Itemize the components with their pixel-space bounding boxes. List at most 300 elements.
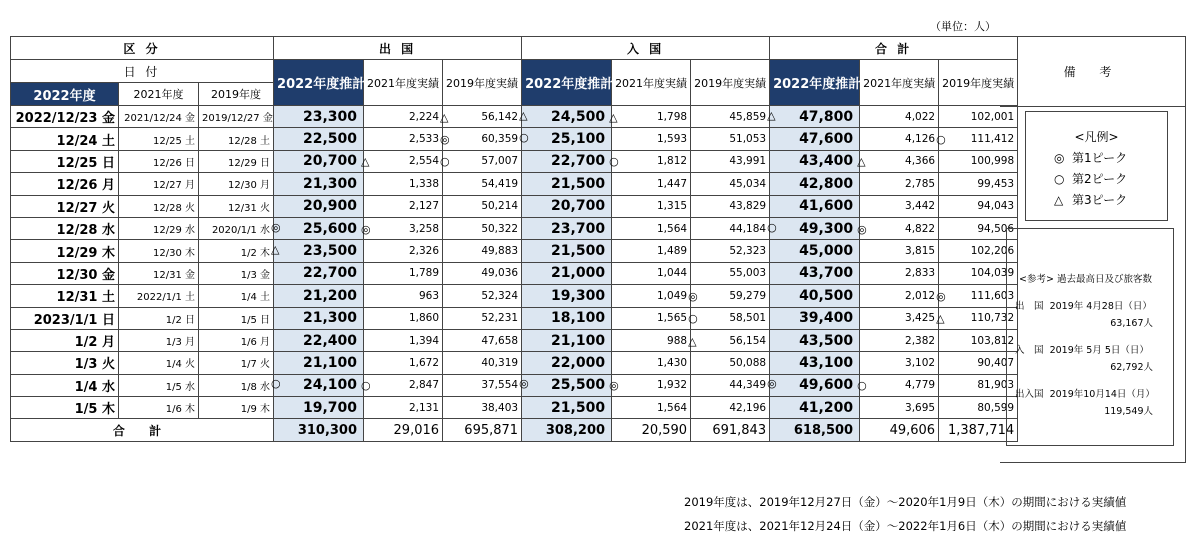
date-2022: 12/28 水 bbox=[11, 217, 119, 239]
peak-mark-icon: ○ bbox=[936, 133, 946, 147]
cell-value: 1,338 bbox=[408, 177, 440, 190]
date-2022: 12/27 火 bbox=[11, 195, 119, 217]
total-in-2019: 691,843 bbox=[691, 419, 770, 442]
peak-mark-icon: ◎ bbox=[857, 222, 867, 236]
inbound-2022 bbox=[519, 106, 612, 128]
peak-mark-icon: ◎ bbox=[936, 289, 946, 303]
cell-value: 43,829 bbox=[729, 200, 767, 213]
reference-label: 入 国 bbox=[1015, 345, 1044, 356]
total-all-2021: 49,606 bbox=[860, 419, 939, 442]
date-2022: 12/26 月 bbox=[11, 173, 119, 195]
outbound-2021 bbox=[364, 397, 443, 419]
inbound-2022 bbox=[522, 307, 612, 329]
cell-value: 1,565 bbox=[657, 312, 688, 325]
date-2022: 12/24 土 bbox=[11, 128, 119, 150]
cell-value: 49,300 bbox=[799, 220, 854, 237]
inbound-2019 bbox=[691, 217, 770, 239]
cell-value: 21,100 bbox=[303, 354, 358, 371]
outbound-2022 bbox=[274, 329, 364, 351]
cell-value: 2,554 bbox=[408, 155, 440, 168]
cell-value: 4,822 bbox=[905, 222, 936, 235]
cell-value: 56,142 bbox=[481, 110, 519, 123]
total-act-2021-header: 2021年度実績 bbox=[860, 60, 939, 106]
date-2021: 12/25 土 bbox=[119, 128, 199, 150]
cell-value: 3,442 bbox=[905, 200, 936, 213]
date-2019: 1/9 木 bbox=[199, 397, 274, 419]
reference-date: 2019年 4月28日（日） bbox=[1049, 301, 1152, 312]
date-2022: 12/31 土 bbox=[11, 285, 119, 307]
cell-value: 44,184 bbox=[729, 222, 767, 235]
cell-value: 21,300 bbox=[303, 175, 358, 192]
cell-value: 94,043 bbox=[977, 200, 1015, 213]
date-2019: 2020/1/1 水 bbox=[199, 217, 274, 239]
cell-value: 43,400 bbox=[799, 153, 854, 170]
cell-value: 100,998 bbox=[970, 155, 1015, 168]
outbound-2022 bbox=[274, 285, 364, 307]
cell-value: 41,200 bbox=[799, 399, 854, 416]
inbound-2021 bbox=[612, 217, 691, 239]
peak-mark-icon: ○ bbox=[857, 379, 867, 393]
cell-value: 25,600 bbox=[303, 220, 358, 237]
total-2022 bbox=[770, 397, 860, 419]
inbound-2021 bbox=[612, 397, 691, 419]
cell-value: 20,900 bbox=[303, 198, 358, 215]
inbound-2019 bbox=[691, 352, 770, 374]
cell-value: 45,000 bbox=[799, 243, 854, 260]
cell-value: 21,300 bbox=[303, 310, 358, 327]
total-2022 bbox=[770, 173, 860, 195]
total-2022 bbox=[770, 285, 860, 307]
peak-mark-icon: ◎ bbox=[609, 379, 619, 393]
outbound-2019 bbox=[443, 285, 522, 307]
cell-value: 3,258 bbox=[408, 222, 440, 235]
table-row bbox=[11, 329, 1018, 351]
reference-count: 119,549人 bbox=[1104, 406, 1153, 417]
cell-value: 59,279 bbox=[729, 289, 767, 302]
outbound-2019 bbox=[443, 352, 522, 374]
inbound-2021 bbox=[612, 240, 691, 262]
table-row bbox=[11, 307, 1018, 329]
total-2021 bbox=[860, 262, 939, 284]
total-2021 bbox=[860, 352, 939, 374]
outbound-2021 bbox=[364, 307, 443, 329]
inbound-2022 bbox=[522, 173, 612, 195]
inbound-2021 bbox=[612, 285, 691, 307]
total-2022 bbox=[770, 352, 860, 374]
reference-entry-2 bbox=[1015, 342, 1173, 356]
inbound-2019 bbox=[688, 307, 770, 329]
inbound-2022 bbox=[522, 240, 612, 262]
outbound-2021 bbox=[361, 374, 443, 396]
outbound-2022 bbox=[274, 195, 364, 217]
cell-value: 3,425 bbox=[905, 312, 936, 325]
date-2019: 2019/12/27 金 bbox=[199, 106, 274, 128]
peak-mark-icon: ◎ bbox=[519, 377, 529, 391]
cell-value: 55,003 bbox=[729, 267, 767, 280]
inbound-2019 bbox=[691, 173, 770, 195]
inbound-2019 bbox=[691, 128, 770, 150]
cell-value: 21,500 bbox=[551, 399, 606, 416]
outbound-2019 bbox=[443, 262, 522, 284]
table-row bbox=[11, 128, 1018, 150]
table-row bbox=[11, 173, 1018, 195]
cell-value: 1,564 bbox=[657, 401, 688, 414]
outbound-2022 bbox=[274, 150, 364, 172]
cell-value: 1,593 bbox=[657, 133, 688, 146]
cell-value: 102,206 bbox=[970, 245, 1015, 258]
table-row bbox=[11, 397, 1018, 419]
cell-value: 103,812 bbox=[970, 334, 1015, 347]
peak-mark-icon: △ bbox=[609, 110, 618, 124]
reference-date: 2019年 5月 5日（日） bbox=[1049, 345, 1149, 356]
date-2021: 1/5 水 bbox=[119, 374, 199, 396]
legend-item-2 bbox=[1054, 170, 1167, 187]
table-row bbox=[11, 106, 1018, 128]
date-2022: 1/3 火 bbox=[11, 352, 119, 374]
total-2021 bbox=[860, 307, 939, 329]
total-2021 bbox=[860, 397, 939, 419]
cell-value: 94,506 bbox=[977, 222, 1015, 235]
date-2019: 1/6 月 bbox=[199, 329, 274, 351]
cell-value: 49,036 bbox=[481, 267, 519, 280]
table-row bbox=[11, 374, 1018, 396]
cell-value: 43,991 bbox=[729, 155, 767, 168]
inbound-2019 bbox=[688, 329, 770, 351]
date-2021: 12/29 水 bbox=[119, 217, 199, 239]
inbound-2022 bbox=[522, 262, 612, 284]
inbound-2022 bbox=[522, 329, 612, 351]
reference-count: 62,792人 bbox=[1110, 362, 1153, 373]
cell-value: 40,319 bbox=[481, 356, 519, 369]
date-2022: 1/5 木 bbox=[11, 397, 119, 419]
total-2022 bbox=[767, 106, 860, 128]
outbound-2019 bbox=[443, 397, 522, 419]
circle-icon: ○ bbox=[1054, 172, 1065, 186]
remarks-header: 備 考 bbox=[1063, 65, 1122, 79]
date-2022: 12/29 木 bbox=[11, 240, 119, 262]
total-2021 bbox=[860, 240, 939, 262]
inbound-2022 bbox=[519, 128, 612, 150]
cell-value: 21,000 bbox=[551, 265, 606, 282]
total-2022 bbox=[770, 150, 860, 172]
peak-mark-icon: ○ bbox=[688, 312, 698, 326]
cell-value: 2,847 bbox=[408, 379, 440, 392]
peak-mark-icon: ○ bbox=[609, 155, 619, 169]
cell-value: 4,126 bbox=[905, 133, 936, 146]
date-2021: 12/28 火 bbox=[119, 195, 199, 217]
inbound-2021 bbox=[612, 329, 691, 351]
total-act-2019-header: 2019年度実績 bbox=[939, 60, 1018, 106]
cell-value: 1,932 bbox=[657, 379, 688, 392]
peak-mark-icon: ○ bbox=[519, 131, 529, 145]
cell-value: 3,815 bbox=[905, 245, 936, 258]
legend-label-3: 第3ピーク bbox=[1072, 193, 1128, 207]
peak-mark-icon: ○ bbox=[440, 155, 450, 169]
cell-value: 963 bbox=[418, 289, 440, 302]
total-in-2022: 308,200 bbox=[522, 419, 612, 442]
outbound-2021 bbox=[361, 217, 443, 239]
date-2019: 1/3 金 bbox=[199, 262, 274, 284]
cell-value: 52,324 bbox=[481, 289, 519, 302]
outbound-2022 bbox=[274, 128, 364, 150]
cell-value: 4,779 bbox=[905, 379, 936, 392]
inbound-2022 bbox=[522, 217, 612, 239]
peak-mark-icon: ◎ bbox=[688, 289, 698, 303]
total-all-2019: 1,387,714 bbox=[939, 419, 1018, 442]
inbound-2021 bbox=[612, 307, 691, 329]
cell-value: 1,789 bbox=[408, 267, 440, 280]
date-2021: 2022/1/1 土 bbox=[119, 285, 199, 307]
cell-value: 25,500 bbox=[551, 377, 606, 394]
peak-mark-icon: ○ bbox=[271, 377, 281, 391]
date-2022: 2022/12/23 金 bbox=[11, 106, 119, 128]
outbound-act-2019-header: 2019年度実績 bbox=[443, 60, 522, 106]
cell-value: 111,603 bbox=[970, 289, 1015, 302]
cell-value: 52,231 bbox=[481, 312, 519, 325]
peak-mark-icon: ◎ bbox=[361, 222, 371, 236]
inbound-2019 bbox=[691, 374, 770, 396]
inbound-2019 bbox=[691, 262, 770, 284]
cell-value: 2,127 bbox=[408, 200, 440, 213]
date-2019: 12/29 日 bbox=[199, 150, 274, 172]
cell-value: 60,359 bbox=[481, 133, 519, 146]
cell-value: 1,394 bbox=[408, 334, 440, 347]
peak-mark-icon: ○ bbox=[361, 379, 371, 393]
date-2019: 1/5 日 bbox=[199, 307, 274, 329]
remarks-header-cell bbox=[1000, 36, 1186, 107]
outbound-2019 bbox=[443, 329, 522, 351]
cell-value: 81,903 bbox=[977, 379, 1015, 392]
reference-label: 出入国 bbox=[1015, 389, 1044, 400]
outbound-2021 bbox=[364, 106, 443, 128]
date-2021: 2021/12/24 金 bbox=[119, 106, 199, 128]
cell-value: 988 bbox=[667, 334, 688, 347]
inbound-est-2022-header: 2022年度推計 bbox=[522, 60, 612, 106]
outbound-2019 bbox=[440, 106, 522, 128]
inbound-2019 bbox=[691, 195, 770, 217]
outbound-2019 bbox=[443, 217, 522, 239]
cell-value: 47,658 bbox=[481, 334, 519, 347]
inbound-act-2021-header: 2021年度実績 bbox=[612, 60, 691, 106]
cell-value: 90,407 bbox=[977, 356, 1015, 369]
cell-value: 1,672 bbox=[408, 356, 440, 369]
cell-value: 43,100 bbox=[799, 354, 854, 371]
cell-value: 102,001 bbox=[970, 110, 1015, 123]
cell-value: 50,214 bbox=[481, 200, 519, 213]
total-2022 bbox=[770, 307, 860, 329]
outbound-2019 bbox=[443, 374, 522, 396]
total-in-2021: 20,590 bbox=[612, 419, 691, 442]
cell-value: 23,500 bbox=[303, 243, 358, 260]
cell-value: 2,131 bbox=[408, 401, 440, 414]
cell-value: 18,100 bbox=[551, 310, 606, 327]
total-2021 bbox=[860, 285, 939, 307]
cell-value: 43,700 bbox=[799, 265, 854, 282]
outbound-2019 bbox=[443, 173, 522, 195]
outbound-2019 bbox=[443, 240, 522, 262]
total-2021 bbox=[860, 329, 939, 351]
inbound-2021 bbox=[612, 173, 691, 195]
total-2021 bbox=[860, 128, 939, 150]
outbound-2022 bbox=[274, 173, 364, 195]
peak-mark-icon: △ bbox=[271, 243, 280, 257]
cell-value: 49,600 bbox=[799, 377, 854, 394]
cell-value: 20,700 bbox=[303, 153, 358, 170]
inbound-2019 bbox=[691, 106, 770, 128]
cell-value: 111,412 bbox=[970, 133, 1015, 146]
date-2019: 12/30 月 bbox=[199, 173, 274, 195]
date-2022: 12/25 日 bbox=[11, 150, 119, 172]
outbound-est-2022-header: 2022年度推計 bbox=[274, 60, 364, 106]
inbound-2022 bbox=[522, 150, 612, 172]
total-2022 bbox=[770, 128, 860, 150]
cell-value: 21,500 bbox=[551, 243, 606, 260]
cell-value: 50,322 bbox=[481, 222, 519, 235]
cell-value: 39,400 bbox=[799, 310, 854, 327]
inbound-2021 bbox=[609, 150, 691, 172]
cell-value: 24,500 bbox=[551, 108, 606, 125]
cell-value: 23,300 bbox=[303, 108, 358, 125]
reference-title: <参考> 過去最高日及び旅客数 bbox=[1019, 274, 1152, 285]
peak-mark-icon: △ bbox=[767, 108, 776, 122]
outbound-2021 bbox=[364, 128, 443, 150]
inbound-2019 bbox=[691, 240, 770, 262]
date-2019: 1/8 水 bbox=[199, 374, 274, 396]
inbound-2021 bbox=[609, 106, 691, 128]
legend-title: <凡例> bbox=[1074, 130, 1119, 144]
total-2021 bbox=[857, 150, 939, 172]
cell-value: 43,500 bbox=[799, 332, 854, 349]
cell-value: 52,323 bbox=[729, 245, 767, 258]
peak-mark-icon: △ bbox=[440, 110, 449, 124]
total-2022 bbox=[770, 262, 860, 284]
total-2022 bbox=[770, 240, 860, 262]
cell-value: 1,430 bbox=[657, 356, 688, 369]
peak-mark-icon: △ bbox=[857, 155, 866, 169]
cell-value: 45,034 bbox=[729, 177, 767, 190]
table-body bbox=[11, 106, 1018, 419]
outbound-2021 bbox=[364, 173, 443, 195]
date-2021: 1/6 木 bbox=[119, 397, 199, 419]
legend-item-1 bbox=[1054, 149, 1167, 166]
cell-value: 25,100 bbox=[551, 131, 606, 148]
reference-entry-1 bbox=[1015, 298, 1173, 312]
outbound-2021 bbox=[364, 285, 443, 307]
reference-box bbox=[1006, 228, 1174, 446]
passenger-table bbox=[10, 36, 1018, 442]
cell-value: 22,500 bbox=[303, 131, 358, 148]
table-row bbox=[11, 240, 1018, 262]
cell-value: 2,785 bbox=[905, 177, 936, 190]
outbound-2022 bbox=[274, 307, 364, 329]
peak-mark-icon: ◎ bbox=[271, 220, 281, 234]
cell-value: 20,700 bbox=[551, 198, 606, 215]
outbound-act-2021-header: 2021年度実績 bbox=[364, 60, 443, 106]
cell-value: 2,833 bbox=[905, 267, 936, 280]
table-row bbox=[11, 217, 1018, 239]
outbound-2019 bbox=[443, 307, 522, 329]
inbound-2022 bbox=[522, 352, 612, 374]
cell-value: 1,049 bbox=[657, 289, 688, 302]
date-2021: 12/26 日 bbox=[119, 150, 199, 172]
footnote-2019: 2019年度は、2019年12月27日（金）～2020年1月9日（木）の期間における実績値 bbox=[684, 495, 1127, 509]
date-2021: 12/30 木 bbox=[119, 240, 199, 262]
total-2022 bbox=[767, 217, 860, 239]
date-2019: 1/7 火 bbox=[199, 352, 274, 374]
cell-value: 104,039 bbox=[970, 267, 1015, 280]
table-row bbox=[11, 150, 1018, 172]
cell-value: 99,453 bbox=[977, 177, 1015, 190]
footnote-2021: 2021年度は、2021年12月24日（金）～2022年1月6日（木）の期間における実績値 bbox=[684, 519, 1127, 533]
outbound-2021 bbox=[364, 329, 443, 351]
double-circle-icon: ◎ bbox=[1054, 151, 1065, 165]
inbound-2021 bbox=[612, 352, 691, 374]
outbound-2021 bbox=[364, 240, 443, 262]
outbound-2022 bbox=[271, 217, 364, 239]
cell-value: 42,800 bbox=[799, 175, 854, 192]
cell-value: 51,053 bbox=[729, 133, 767, 146]
peak-mark-icon: ◎ bbox=[767, 377, 777, 391]
cell-value: 19,300 bbox=[551, 287, 606, 304]
total-2021 bbox=[860, 195, 939, 217]
reference-date: 2019年10月14日（月） bbox=[1049, 389, 1155, 400]
total-out-2022: 310,300 bbox=[274, 419, 364, 442]
outbound-2019 bbox=[443, 195, 522, 217]
cell-value: 1,315 bbox=[657, 200, 688, 213]
date-2021: 1/2 日 bbox=[119, 307, 199, 329]
cell-value: 47,600 bbox=[799, 131, 854, 148]
date-2022: 1/2 月 bbox=[11, 329, 119, 351]
cell-value: 3,695 bbox=[905, 401, 936, 414]
date-2021: 1/3 月 bbox=[119, 329, 199, 351]
cell-value: 45,859 bbox=[729, 110, 767, 123]
total-all-2022: 618,500 bbox=[770, 419, 860, 442]
cell-value: 22,400 bbox=[303, 332, 358, 349]
outbound-2021 bbox=[364, 352, 443, 374]
peak-mark-icon: △ bbox=[361, 155, 370, 169]
date-2019: 1/4 土 bbox=[199, 285, 274, 307]
outbound-2022 bbox=[271, 374, 364, 396]
outbound-2022 bbox=[271, 240, 364, 262]
triangle-icon: △ bbox=[1054, 193, 1064, 207]
peak-mark-icon: ◎ bbox=[440, 133, 450, 147]
date-2022: 12/30 金 bbox=[11, 262, 119, 284]
outbound-2021 bbox=[361, 150, 443, 172]
outbound-2019 bbox=[440, 128, 522, 150]
date-2022: 2023/1/1 日 bbox=[11, 307, 119, 329]
outbound-2022 bbox=[274, 262, 364, 284]
outbound-2019 bbox=[440, 150, 522, 172]
cell-value: 2,224 bbox=[408, 110, 440, 123]
cell-value: 23,700 bbox=[551, 220, 606, 237]
cell-value: 41,600 bbox=[799, 198, 854, 215]
date-2019: 12/28 土 bbox=[199, 128, 274, 150]
total-2021 bbox=[857, 374, 939, 396]
inbound-act-2019-header: 2019年度実績 bbox=[691, 60, 770, 106]
total-out-2021: 29,016 bbox=[364, 419, 443, 442]
inbound-2021 bbox=[609, 374, 691, 396]
total-out-2019: 695,871 bbox=[443, 419, 522, 442]
outbound-2021 bbox=[364, 195, 443, 217]
cell-value: 40,500 bbox=[799, 287, 854, 304]
cell-value: 2,382 bbox=[905, 334, 936, 347]
total-2022 bbox=[767, 374, 860, 396]
inbound-header: 入 国 bbox=[522, 37, 770, 60]
totals-row bbox=[11, 419, 1018, 442]
cell-value: 44,349 bbox=[729, 379, 767, 392]
cell-value: 1,447 bbox=[657, 177, 688, 190]
table-row bbox=[11, 285, 1018, 307]
